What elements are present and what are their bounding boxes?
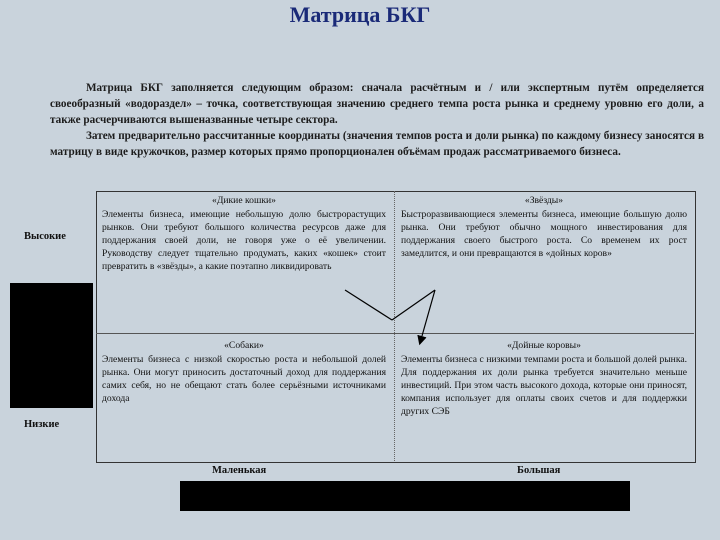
quadrant-heading: «Дикие кошки» [212,195,276,206]
quadrant-text: Быстроразвивающиеся элементы бизнеса, имеющие большую долю рынка. Они требуют обычно мощного инвестирования для поддержания своего быстрого роста. Со временем их рост замедлится, и они превращаются в «дойных коров» [401,209,687,259]
row-label-high: Высокие [24,231,66,242]
column-label-large: Большая [517,465,561,476]
quadrant-text: Элементы бизнеса с низкой скоростью роста и небольшой долей рынка. Они могут приносить достаточный доход для поддержания самих себя, но не обещают стать более серьёзными источниками дохода [102,354,386,404]
row-label-low: Низкие [24,419,60,430]
intro-paragraph-1: Матрица БКГ заполняется следующим образом: сначала расчётным и / или экспертным путём определяется своеобразный «водораздел» – точка, соответствующая значению среднего темпа роста рынка и среднему уровню его доли, а также расчерчиваются вышеназванные четыре сектора. [50,82,704,126]
intro-paragraph-2: Затем предварительно рассчитанные координаты (значения темпов роста и доли рынка) по каждому бизнесу заносятся в матрицу в виде кружочков, размер которых прямо пропорционален объёмам продаж рассматриваемого бизнеса. [50,130,704,158]
quadrant-text: Элементы бизнеса, имеющие небольшую долю быстрорастущих рынков. Они требуют большого количества ресурсов даже для поддержания своей доли, не говоря уже о её увеличении. Руководству следует тщательно продумать, каких «кошек» стоит превратить в «звёзды», а какие поэтапно ликвидировать [102,209,386,272]
page-title: Матрица БКГ [289,2,431,27]
column-label-small: Маленькая [212,465,267,476]
arrow-to-cash-cows [420,290,435,343]
quadrant-heading: «Звёзды» [524,195,564,206]
quadrant-heading: «Собаки» [224,340,264,351]
arrow-line [345,290,392,320]
horizontal-axis-block [180,481,630,511]
quadrant-text: Элементы бизнеса с низкими темпами роста и большой долей рынка. Для поддержания их доли рынка требуется значительно меньше инвестиций. При этом часть высокого дохода, которые они приносят, компания использует для оплаты своих счетов и для поддержки других СЭБ [401,354,687,417]
quadrant-heading: «Дойные коровы» [507,340,581,351]
arrow-line [392,290,435,320]
